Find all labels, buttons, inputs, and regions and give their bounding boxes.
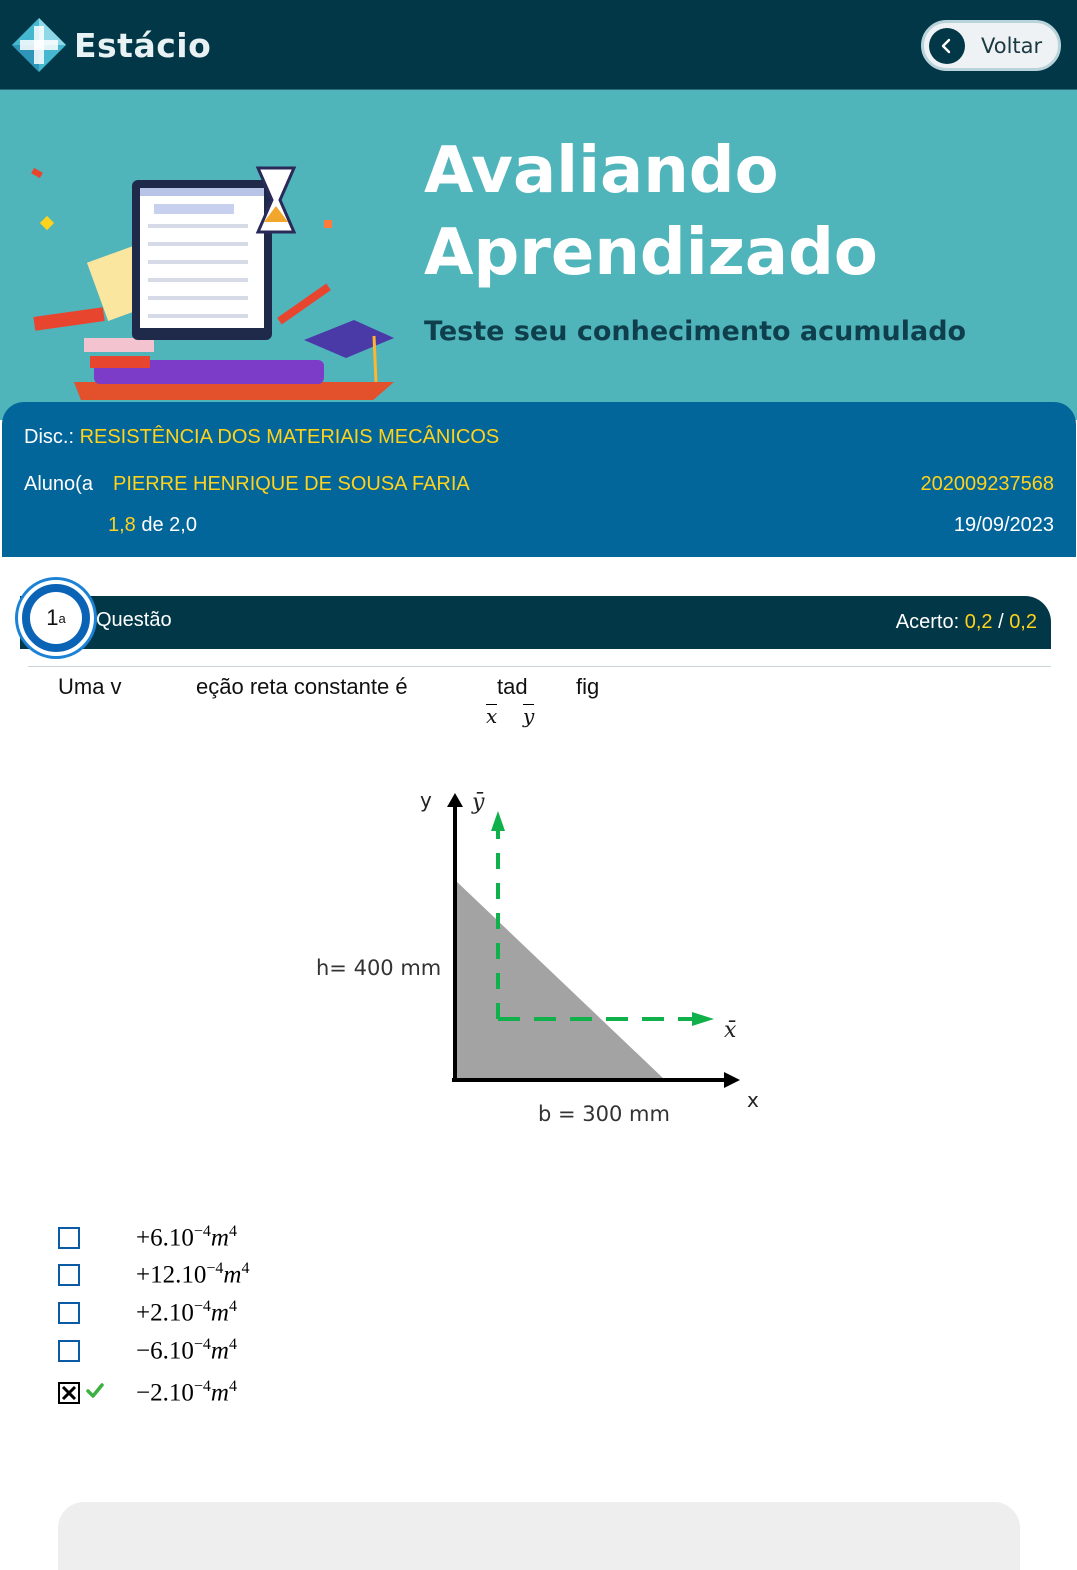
- y-axis-arrow: [447, 793, 463, 807]
- disc-label: Disc.:: [24, 426, 74, 448]
- centroid-x-label: x̄: [724, 1018, 737, 1043]
- estacio-logo-icon: [10, 16, 68, 74]
- option-checkbox[interactable]: [58, 1264, 80, 1286]
- centroid-y-arrow: [491, 811, 505, 831]
- statement-part-3: tad: [497, 674, 528, 699]
- option-text: $-2.10^{-4}m^4$: [136, 1378, 237, 1407]
- question-number: [30, 592, 82, 644]
- brand-name: Estácio: [74, 25, 212, 65]
- score-rest: de 2,0: [135, 514, 197, 536]
- explanation-card: [58, 1502, 1020, 1570]
- acerto-label: Acerto:: [895, 611, 960, 633]
- x-mark-icon: [61, 1385, 77, 1401]
- answer-option-3[interactable]: [58, 1297, 237, 1329]
- triangle-section-figure: [300, 775, 780, 1135]
- answer-option-5[interactable]: [58, 1377, 237, 1409]
- triangle-section: [455, 880, 665, 1080]
- score-value: 1,8: [108, 514, 136, 536]
- question-score: [896, 611, 1037, 634]
- title-line-1: Avaliando: [424, 134, 779, 208]
- answer-option-4[interactable]: [58, 1335, 237, 1367]
- statement-var-ybar: y: [523, 704, 535, 728]
- estacio-logo[interactable]: [10, 16, 211, 74]
- option-checkbox-checked[interactable]: [58, 1382, 80, 1404]
- student-info-panel: [2, 402, 1076, 557]
- y-axis-label: y: [420, 788, 432, 812]
- centroid-y-label: ȳ: [472, 790, 485, 815]
- aluno-label: Aluno(a: [24, 473, 93, 495]
- question-number-badge: [18, 580, 94, 656]
- x-axis-arrow: [724, 1072, 740, 1088]
- acerto-value: 0,2: [964, 611, 993, 633]
- study-illustration: [24, 160, 404, 400]
- height-label: h= 400 mm: [316, 956, 442, 980]
- back-label: Voltar: [981, 33, 1043, 58]
- score: [108, 514, 197, 537]
- hero-banner: [0, 90, 1077, 420]
- answer-option-1[interactable]: [58, 1222, 237, 1254]
- correct-check-icon: [86, 1383, 104, 1399]
- discipline-row: [24, 426, 499, 449]
- acerto-total: 0,2: [1009, 611, 1037, 633]
- top-bar: [0, 0, 1077, 90]
- option-text: $-6.10^{-4}m^4$: [136, 1336, 237, 1365]
- exam-date: 19/09/2023: [953, 514, 1054, 536]
- option-checkbox[interactable]: [58, 1302, 80, 1324]
- question-label: Questão: [96, 609, 172, 631]
- page-title: [424, 130, 1024, 294]
- aluno-value: PIERRE HENRIQUE DE SOUSA FARIA: [113, 473, 470, 495]
- chevron-left-icon: [929, 28, 965, 64]
- option-text: $+6.10^{-4}m^4$: [136, 1223, 237, 1252]
- x-axis-label: x: [747, 1088, 759, 1112]
- disc-value: RESISTÊNCIA DOS MATERIAIS MECÂNICOS: [79, 426, 500, 448]
- matricula: 202009237568: [920, 473, 1054, 495]
- option-text: $+2.10^{-4}m^4$: [136, 1298, 237, 1327]
- statement-part-2: eção reta constante é: [196, 674, 408, 699]
- option-checkbox[interactable]: [58, 1340, 80, 1362]
- back-button[interactable]: [921, 20, 1061, 71]
- option-checkbox[interactable]: [58, 1227, 80, 1249]
- centroid-x-arrow: [692, 1012, 714, 1026]
- answer-option-2[interactable]: [58, 1259, 250, 1291]
- statement-part-4: fig: [576, 674, 600, 699]
- title-line-2: Aprendizado: [424, 216, 878, 290]
- statement-var-xbar: x: [486, 704, 498, 728]
- question-number-value: 1: [46, 605, 59, 630]
- question-number-sup: a: [58, 610, 66, 626]
- statement-part-1: Uma v: [58, 674, 122, 699]
- acerto-sep: /: [992, 611, 1010, 633]
- divider: [28, 666, 1051, 667]
- page-subtitle: Teste seu conhecimento acumulado: [424, 316, 967, 347]
- base-label: b = 300 mm: [538, 1102, 670, 1126]
- option-text: $+12.10^{-4}m^4$: [136, 1260, 250, 1289]
